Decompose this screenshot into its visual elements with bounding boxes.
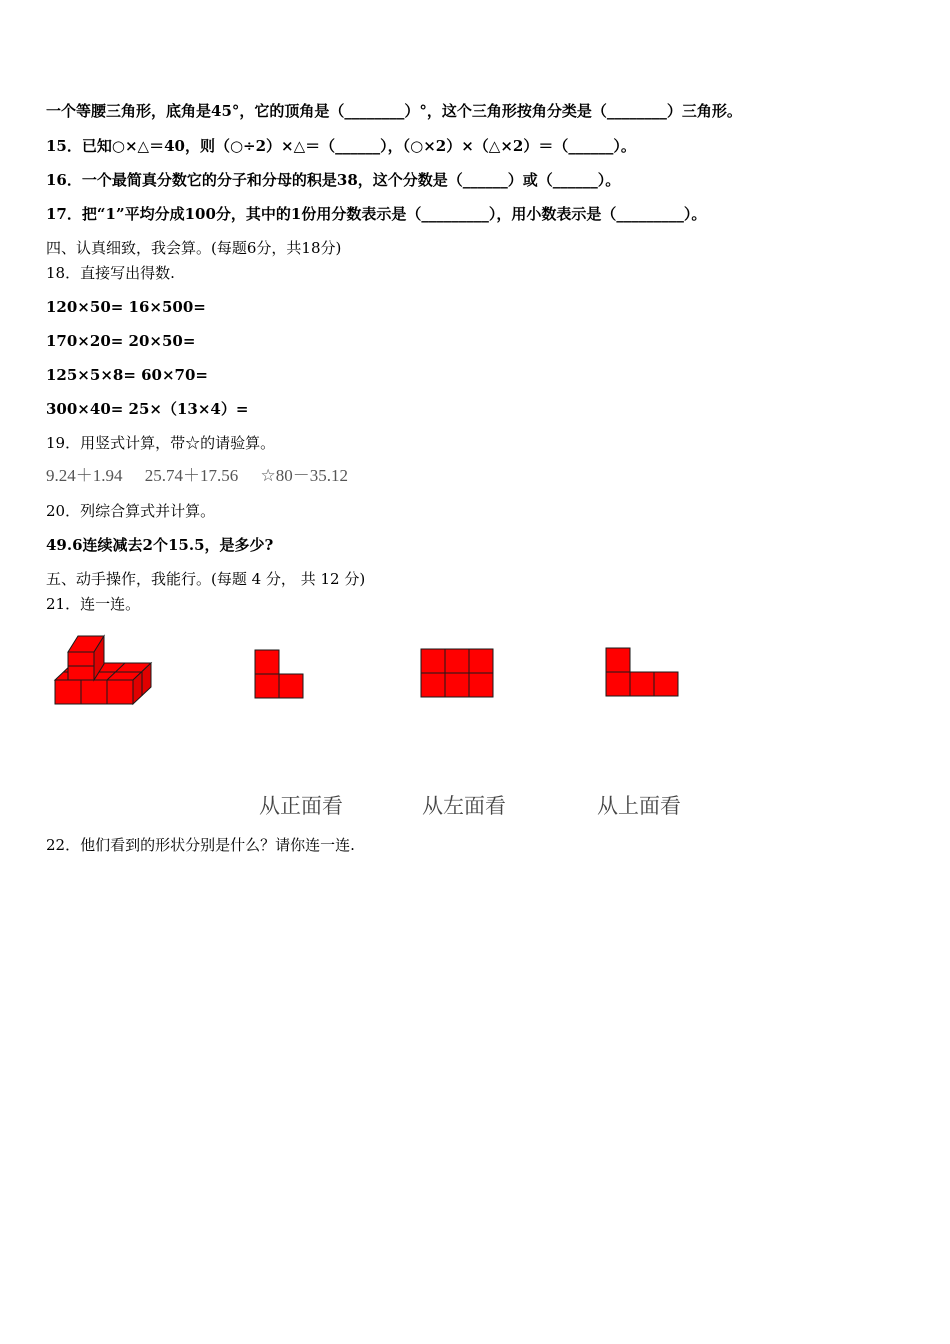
question-17: 17．把“1”平均分成100分，其中的1份用分数表示是（_________），用小数表示是（_________）。	[46, 205, 707, 223]
word-problem: 49.6连续减去2个15.5，是多少?	[46, 536, 274, 554]
calc-2: 25.74＋17.56	[144, 466, 239, 485]
view-label-left: 从左面看	[422, 794, 506, 818]
view-shape-l	[254, 648, 306, 700]
calc-row-1: 120×50= 16×500=	[46, 298, 206, 316]
calc-row-3: 125×5×8= 60×70=	[46, 366, 208, 384]
view-label-front: 从正面看	[259, 794, 343, 818]
view-shape-long-l	[604, 646, 682, 700]
cube-stack-figure	[50, 632, 160, 712]
question-18: 18．直接写出得数.	[46, 264, 175, 282]
calc-3: ☆80－35.12	[260, 466, 348, 485]
question-20: 20．列综合算式并计算。	[46, 502, 216, 520]
calc-row-2: 170×20= 20×50=	[46, 332, 196, 350]
line-isosceles: 一个等腰三角形，底角是45°，它的顶角是（________）°，这个三角形按角分类是（________）三角形。	[46, 102, 742, 120]
view-shape-rect	[419, 647, 495, 701]
question-21: 21．连一连。	[46, 595, 141, 613]
question-22: 22．他们看到的形状分别是什么？请你连一连.	[46, 836, 355, 854]
calc-row-4: 300×40= 25×（13×4）=	[46, 400, 249, 418]
question-16: 16．一个最简真分数它的分子和分母的积是38，这个分数是（______）或（______）。	[46, 171, 621, 189]
view-label-top: 从上面看	[597, 794, 681, 818]
question-19: 19．用竖式计算，带☆的请验算。	[46, 434, 276, 452]
section-4-heading: 四、认真细致，我会算。(每题6分，共18分)	[46, 239, 342, 257]
question-15: 15．已知○×△＝40，则（○÷2）×△＝（______），（○×2）×（△×2）＝（______）。	[46, 137, 636, 155]
vertical-calc-row	[46, 466, 348, 486]
calc-1: 9.24＋1.94	[46, 466, 123, 485]
section-5-heading: 五、动手操作，我能行。(每题 4 分， 共 12 分)	[46, 570, 366, 588]
